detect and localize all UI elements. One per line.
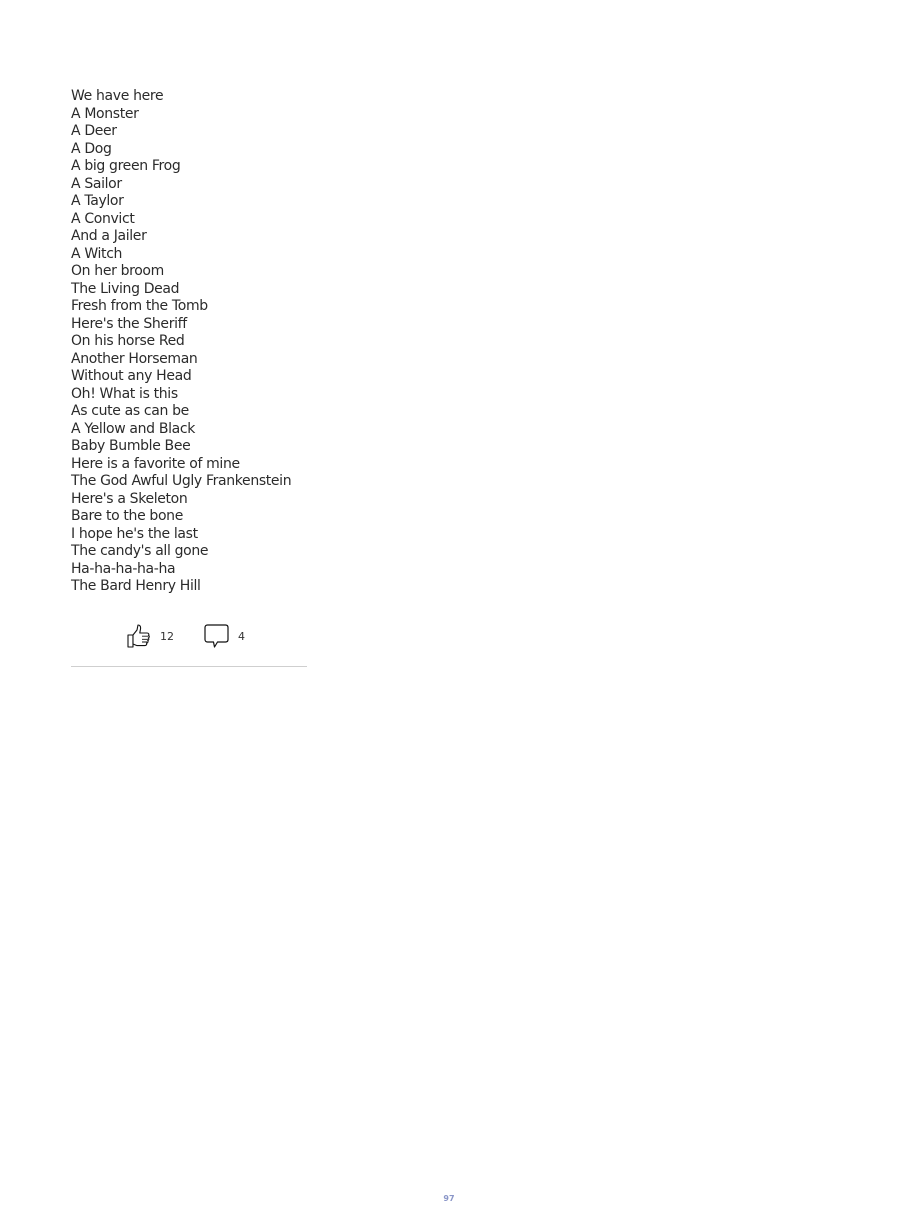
like-count: 12 <box>160 629 174 643</box>
poem-line: A Taylor <box>71 193 124 209</box>
poem-line: Another Horseman <box>71 350 198 367</box>
page-number: 97 <box>443 1194 455 1203</box>
section-divider <box>71 666 307 667</box>
poem-line: A Dog <box>71 140 112 157</box>
poem-line: I hope he's the last <box>71 525 198 542</box>
poem-line: A Sailor <box>71 175 122 192</box>
poem-line: Fresh from the Tomb <box>71 298 208 314</box>
poem-line: On his horse Red <box>71 333 185 349</box>
like-button[interactable] <box>126 621 174 651</box>
post-actions <box>71 621 307 651</box>
poem-line: And a Jailer <box>71 228 147 244</box>
poem-line: Oh! What is this <box>71 385 178 402</box>
poem-line: Here's the Sheriff <box>71 315 187 332</box>
poem-line: As cute as can be <box>71 403 189 419</box>
poem-line: On her broom <box>71 263 164 279</box>
poem <box>71 88 291 596</box>
thumbs-up-icon <box>126 623 152 649</box>
poem-line: A big green Frog <box>71 158 181 174</box>
poem-line: Ha-ha-ha-ha-ha <box>71 560 176 577</box>
poem-line: Bare to the bone <box>71 508 183 524</box>
poem-line: Without any Head <box>71 368 192 384</box>
poem-line: The Living Dead <box>71 280 180 297</box>
poem-line: Here's a Skeleton <box>71 490 188 507</box>
poem-line: Here is a favorite of mine <box>71 455 240 472</box>
poem-line: We have here <box>71 88 164 104</box>
poem-line: A Convict <box>71 210 135 227</box>
poem-line: A Monster <box>71 105 139 122</box>
poem-line: The God Awful Ugly Frankenstein <box>71 473 292 489</box>
comment-button[interactable] <box>204 621 245 651</box>
poem-line: A Witch <box>71 245 123 262</box>
poem-line: A Deer <box>71 123 117 139</box>
speech-bubble-icon <box>204 623 230 649</box>
comment-count: 4 <box>238 629 245 643</box>
poem-line: The Bard Henry Hill <box>71 578 201 594</box>
poem-line: The candy's all gone <box>71 543 209 559</box>
poem-line: A Yellow and Black <box>71 420 195 437</box>
poem-line: Baby Bumble Bee <box>71 438 191 454</box>
